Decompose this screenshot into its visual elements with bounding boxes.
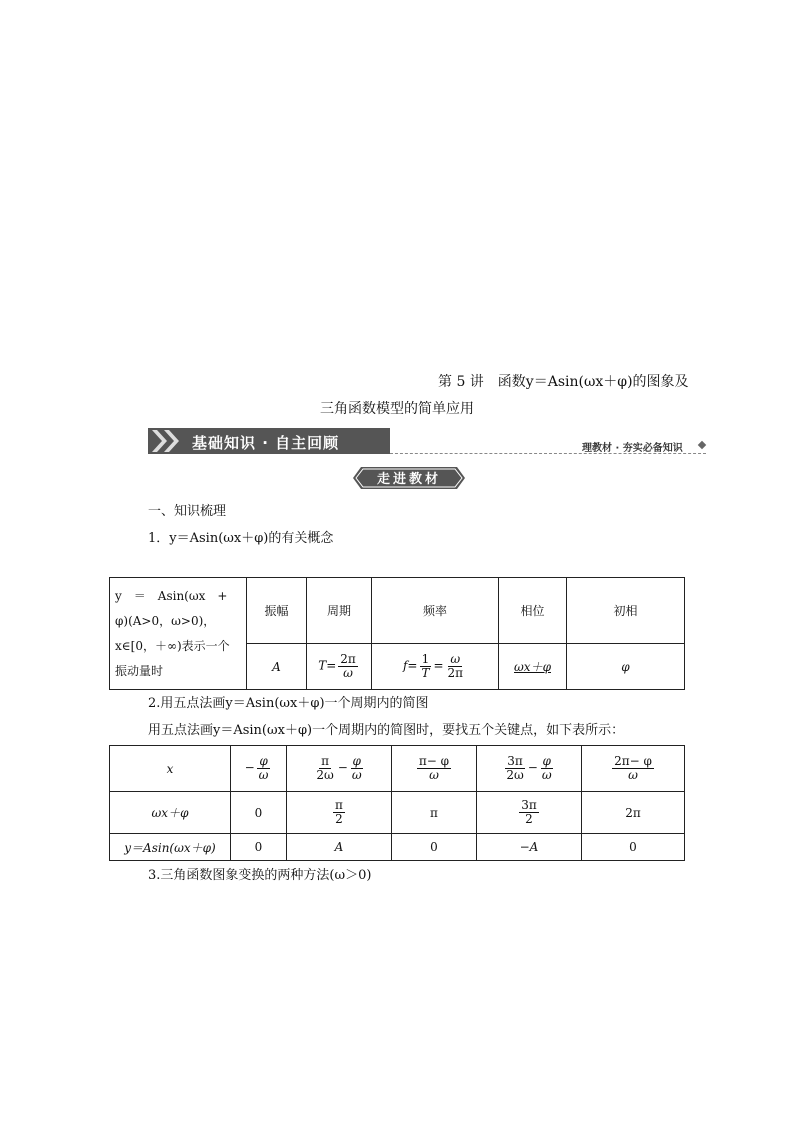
header-initial-phase: 初相 xyxy=(567,578,685,644)
y-cell-2: A xyxy=(287,834,392,861)
five-point-table xyxy=(109,745,685,861)
phase-value: ωx＋φ xyxy=(499,644,567,690)
phase-cell-5: 2π xyxy=(582,792,685,834)
header-frequency: 频率 xyxy=(372,578,499,644)
title-line-1: 第 5 讲 函数y＝Asin(ωx＋φ)的图象及 xyxy=(438,374,689,390)
header-amplitude: 振幅 xyxy=(247,578,307,644)
phase-cell-3: π xyxy=(392,792,477,834)
row-label-phase: ωx＋φ xyxy=(110,792,231,834)
phase-cell-2: $\frac{\pi}{2}$ xyxy=(287,792,392,834)
period-value: T= $\frac{2\pi}{\omega}$ xyxy=(307,644,372,690)
frequency-value: f= $\frac{1}{T}$ = $\frac{\omega}{2\pi}$ xyxy=(372,644,499,690)
banner-divider xyxy=(390,453,706,455)
x-cell-1: − $\frac{\varphi}{\omega}$ xyxy=(231,746,287,792)
title-line-2: 三角函数模型的简单应用 xyxy=(320,401,474,417)
phase-cell-1: 0 xyxy=(231,792,287,834)
amplitude-value: A xyxy=(247,644,307,690)
item-3: 3.三角函数图象变换的两种方法(ω＞0) xyxy=(148,868,372,883)
row-label-x: x xyxy=(110,746,231,792)
subtab-label: 走进教材 xyxy=(376,472,441,487)
y-cell-5: 0 xyxy=(582,834,685,861)
item-1: 1．y＝Asin(ωx＋φ)的有关概念 xyxy=(148,531,334,546)
diamond-icon xyxy=(698,441,706,449)
x-cell-4: $\frac{3\pi}{2\omega}$ − $\frac{\varphi}{\omega}$ xyxy=(477,746,582,792)
x-cell-3: $\frac{\pi- \varphi}{\omega}$ xyxy=(392,746,477,792)
header-period: 周期 xyxy=(307,578,372,644)
concept-table xyxy=(109,577,685,690)
y-cell-4: −A xyxy=(477,834,582,861)
initial-phase-value: φ xyxy=(567,644,685,690)
x-cell-2: $\frac{\pi}{2\omega}$ − $\frac{\varphi}{\omega}$ xyxy=(287,746,392,792)
banner-title: 基础知识 · 自主回顾 xyxy=(192,434,340,452)
concept-desc: y ＝ Asin(ωx + φ)(A>0，ω>0)，x∈[0，＋∞)表示一个振动量时 xyxy=(110,578,247,690)
phase-cell-4: $\frac{3\pi}{2}$ xyxy=(477,792,582,834)
y-cell-1: 0 xyxy=(231,834,287,861)
item-2-desc: 用五点法画y＝Asin(ωx＋φ)一个周期内的简图时，要找五个关键点，如下表所示： xyxy=(148,723,625,738)
banner-subtitle: 理教材 · 夯实必备知识 xyxy=(582,443,683,454)
section-heading: 一、知识梳理 xyxy=(148,504,227,519)
row-label-y: y＝Asin(ωx＋φ) xyxy=(110,834,231,861)
item-2: 2.用五点法画y＝Asin(ωx＋φ)一个周期内的简图 xyxy=(148,696,429,711)
x-cell-5: $\frac{2\pi- \varphi}{\omega}$ xyxy=(582,746,685,792)
header-phase: 相位 xyxy=(499,578,567,644)
y-cell-3: 0 xyxy=(392,834,477,861)
